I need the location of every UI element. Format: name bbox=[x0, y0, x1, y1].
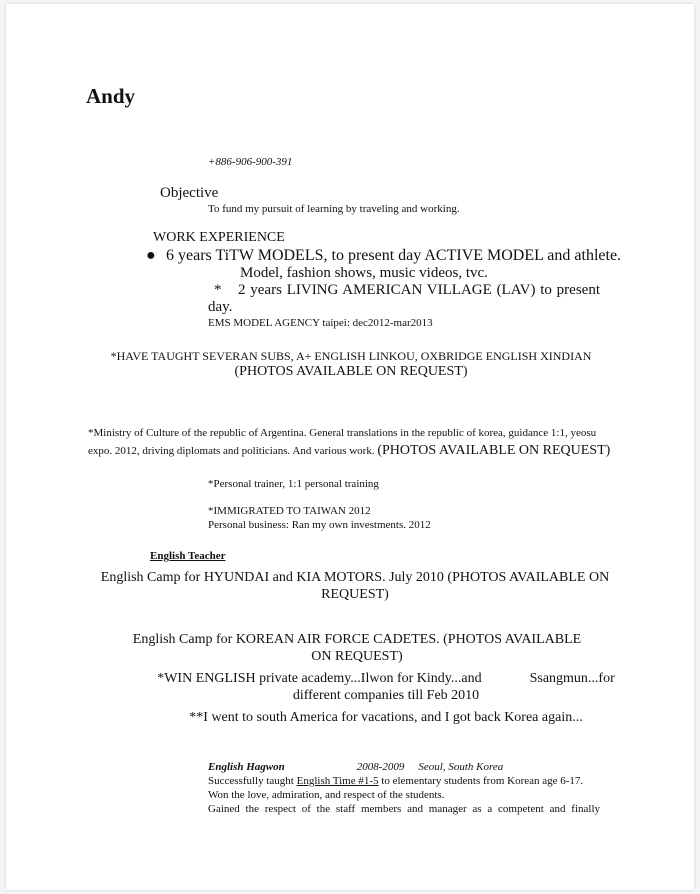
taught-entry bbox=[90, 350, 612, 380]
hagwon-name: English Hagwon bbox=[208, 761, 285, 773]
south-america-note: **I went to south America for vacations, and I got back Korea again... bbox=[189, 710, 583, 725]
lav-entry bbox=[208, 282, 600, 317]
english-teacher-heading: English Teacher bbox=[150, 550, 226, 562]
hagwon-line-1-pre: Successfully taught bbox=[208, 775, 297, 787]
hagwon-line-1 bbox=[208, 775, 583, 788]
immigration-entry bbox=[208, 504, 431, 533]
resume-name: Andy bbox=[86, 84, 136, 108]
win-english-entry bbox=[156, 671, 616, 705]
ems-agency: EMS MODEL AGENCY taipei: dec2012-mar2013 bbox=[208, 317, 433, 329]
star-marker: * bbox=[214, 282, 222, 298]
camp-air-force: English Camp for KOREAN AIR FORCE CADETES. (PHOTOS AVAILABLE ON REQUEST) bbox=[132, 632, 582, 664]
personal-trainer: *Personal trainer, 1:1 personal training bbox=[208, 478, 379, 490]
hagwon-line-3: Gained the respect of the staff members and manager as a competent and finally bbox=[208, 803, 600, 815]
hagwon-location: Seoul, South Korea bbox=[418, 761, 504, 773]
taught-text: *HAVE TAUGHT SEVERAN SUBS, A+ ENGLISH LINKOU, OXBRIDGE ENGLISH XINDIAN bbox=[110, 349, 592, 363]
hagwon-line-2: Won the love, admiration, and respect of the students. bbox=[208, 789, 445, 801]
work-experience-heading: WORK EXPERIENCE bbox=[153, 230, 285, 245]
bullet-dot: ● bbox=[146, 247, 156, 264]
work-experience-bullet bbox=[146, 247, 621, 265]
ministry-text: *Ministry of Culture of the republic of Argentina. General translations in the republic of korea, guidance 1:1, yeosu expo. 2012, driving diplomats and politicians. And various work. bbox=[88, 427, 597, 458]
hagwon-header bbox=[208, 761, 503, 774]
camp-hyundai-kia: English Camp for HYUNDAI and KIA MOTORS. July 2010 (PHOTOS AVAILABLE ON REQUEST) bbox=[100, 570, 610, 602]
win-text-2: Ssangmun...for different companies till Feb 2010 bbox=[292, 671, 615, 703]
work-experience-line-1: 6 years TiTW MODELS, to present day ACTIVE MODEL and athlete. bbox=[166, 247, 622, 264]
hagwon-dates: 2008-2009 bbox=[356, 761, 405, 773]
ministry-entry bbox=[88, 426, 618, 461]
english-time-link: English Time #1-5 bbox=[296, 775, 379, 787]
win-text-1: *WIN ENGLISH private academy...Ilwon for Kindy...and bbox=[157, 671, 482, 686]
taught-photos-note: (PHOTOS AVAILABLE ON REQUEST) bbox=[234, 363, 468, 379]
personal-business-line: Personal business: Ran my own investments. 2012 bbox=[208, 519, 431, 532]
ministry-photos-note: (PHOTOS AVAILABLE ON REQUEST) bbox=[377, 443, 611, 459]
immigrated-line: *IMMIGRATED TO TAIWAN 2012 bbox=[208, 505, 371, 517]
resume-page bbox=[6, 4, 694, 890]
objective-text: To fund my pursuit of learning by traveling and working. bbox=[208, 203, 460, 215]
objective-heading: Objective bbox=[160, 185, 219, 201]
lav-text: 2 years LIVING AMERICAN VILLAGE (LAV) to present day. bbox=[208, 282, 600, 316]
hagwon-line-1-post: to elementary students from Korean age 6-17. bbox=[378, 775, 584, 787]
phone-number: +886-906-900-391 bbox=[208, 156, 293, 168]
work-experience-line-2: Model, fashion shows, music videos, tvc. bbox=[240, 265, 488, 281]
